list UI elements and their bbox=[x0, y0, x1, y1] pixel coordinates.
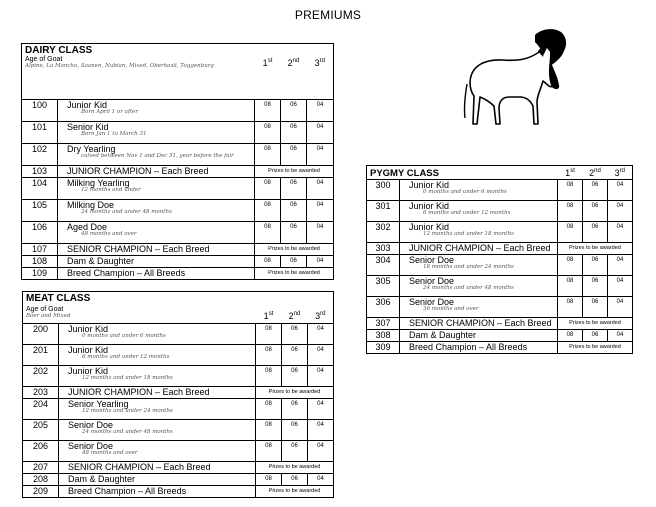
class-name-cell bbox=[59, 474, 256, 486]
place-header-2nd: 2nd bbox=[281, 44, 307, 100]
class-name-cell bbox=[58, 178, 255, 200]
premium-1: 08 bbox=[255, 122, 281, 144]
premium-2: 06 bbox=[281, 122, 307, 144]
premium-2: 06 bbox=[583, 180, 608, 201]
class-name-cell bbox=[58, 268, 255, 280]
premium-1: 08 bbox=[558, 180, 583, 201]
premium-3: 04 bbox=[307, 144, 334, 166]
class-number: 303 bbox=[367, 243, 400, 255]
table-row bbox=[22, 144, 334, 166]
premium-1: 08 bbox=[256, 366, 282, 387]
class-name: Junior Kid bbox=[68, 366, 109, 376]
page-title: PREMIUMS bbox=[294, 8, 362, 22]
class-number: 104 bbox=[22, 178, 58, 200]
dairy-age-label: Age of Goat bbox=[25, 56, 63, 63]
class-name: Milking Yearling bbox=[67, 178, 130, 188]
pygmy-class-title: PYGMY CLASS bbox=[370, 168, 439, 179]
age-requirement: 12 months and under 18 months bbox=[423, 231, 514, 237]
class-number: 300 bbox=[367, 180, 400, 201]
table-row bbox=[23, 324, 334, 345]
class-name-cell bbox=[58, 256, 255, 268]
table-row bbox=[367, 201, 633, 222]
meat-breeds: Boer and Mixed bbox=[26, 313, 71, 319]
table-row bbox=[367, 297, 633, 318]
premium-1: 08 bbox=[255, 100, 281, 122]
meat-class-table bbox=[22, 291, 334, 498]
age-requirement: 12 months and under 24 months bbox=[82, 408, 173, 414]
prizes-note: Prizes to be awarded bbox=[256, 387, 334, 399]
prizes-note: Prizes to be awarded bbox=[256, 462, 334, 474]
table-row bbox=[367, 318, 633, 330]
class-name: Breed Champion – All Breeds bbox=[409, 342, 528, 352]
class-number: 200 bbox=[23, 324, 59, 345]
class-number: 101 bbox=[22, 122, 58, 144]
class-name-cell bbox=[400, 201, 558, 222]
table-row bbox=[22, 256, 334, 268]
table-row bbox=[367, 243, 633, 255]
premium-1: 08 bbox=[256, 399, 282, 420]
premium-1: 08 bbox=[558, 330, 583, 342]
class-number: 203 bbox=[23, 387, 59, 399]
class-number: 206 bbox=[23, 441, 59, 462]
class-name: JUNIOR CHAMPION – Each Breed bbox=[409, 243, 551, 253]
premium-2: 06 bbox=[583, 255, 608, 276]
class-name: Junior Kid bbox=[409, 222, 450, 232]
age-requirement: 0 months and under 6 months bbox=[423, 189, 507, 195]
class-number: 105 bbox=[22, 200, 58, 222]
table-row bbox=[22, 178, 334, 200]
premium-2: 06 bbox=[583, 276, 608, 297]
premium-2: 06 bbox=[282, 324, 308, 345]
class-name: SENIOR CHAMPION – Each Breed bbox=[68, 462, 211, 472]
class-name-cell bbox=[59, 345, 256, 366]
premium-3: 04 bbox=[608, 255, 633, 276]
class-name: Junior Kid bbox=[409, 201, 450, 211]
class-name: JUNIOR CHAMPION – Each Breed bbox=[68, 387, 210, 397]
class-number: 201 bbox=[23, 345, 59, 366]
premium-1: 08 bbox=[255, 144, 281, 166]
premium-3: 04 bbox=[307, 178, 334, 200]
premium-1: 08 bbox=[255, 178, 281, 200]
premium-1: 08 bbox=[255, 256, 281, 268]
table-row bbox=[22, 268, 334, 280]
table-row bbox=[23, 462, 334, 474]
prizes-note: Prizes to be awarded bbox=[558, 342, 633, 354]
premium-3: 04 bbox=[308, 420, 334, 441]
class-name-cell bbox=[59, 486, 256, 498]
meat-class-header bbox=[23, 292, 256, 324]
class-name: Senior Doe bbox=[409, 276, 455, 286]
premium-1: 08 bbox=[558, 297, 583, 318]
class-number: 205 bbox=[23, 420, 59, 441]
class-number: 103 bbox=[22, 166, 58, 178]
table-row bbox=[23, 366, 334, 387]
class-name: Dry Yearling bbox=[67, 144, 116, 154]
class-name-cell bbox=[59, 387, 256, 399]
prizes-note: Prizes to be awarded bbox=[255, 244, 334, 256]
premium-2: 06 bbox=[282, 474, 308, 486]
class-name-cell bbox=[58, 244, 255, 256]
premium-3: 04 bbox=[308, 399, 334, 420]
premium-2: 06 bbox=[282, 399, 308, 420]
class-number: 100 bbox=[22, 100, 58, 122]
age-requirement: 6 months and under 12 months bbox=[423, 210, 511, 216]
age-requirement: 24 months and under 48 months bbox=[81, 209, 172, 215]
table-row bbox=[367, 342, 633, 354]
premium-3: 04 bbox=[608, 297, 633, 318]
class-name-cell bbox=[400, 276, 558, 297]
age-requirement: 6 months and under 12 months bbox=[82, 354, 170, 360]
table-row bbox=[367, 180, 633, 201]
class-name: Dam & Daughter bbox=[409, 330, 477, 340]
class-number: 305 bbox=[367, 276, 400, 297]
table-row bbox=[22, 166, 334, 178]
place-header-1st: 1st bbox=[255, 44, 281, 100]
class-name-cell bbox=[400, 222, 558, 243]
class-name: SENIOR CHAMPION – Each Breed bbox=[409, 318, 552, 328]
premium-2: 06 bbox=[282, 366, 308, 387]
premium-3: 04 bbox=[307, 256, 334, 268]
class-name: Milking Doe bbox=[67, 200, 115, 210]
premium-1: 08 bbox=[256, 324, 282, 345]
class-name: Senior Doe bbox=[68, 441, 114, 451]
class-number: 202 bbox=[23, 366, 59, 387]
class-number: 106 bbox=[22, 222, 58, 244]
premium-1: 08 bbox=[255, 200, 281, 222]
premium-2: 06 bbox=[281, 178, 307, 200]
table-row bbox=[23, 399, 334, 420]
class-name-cell bbox=[58, 100, 255, 122]
class-number: 302 bbox=[367, 222, 400, 243]
dairy-class-table bbox=[21, 43, 334, 280]
class-name-cell bbox=[58, 144, 255, 166]
class-number: 204 bbox=[23, 399, 59, 420]
table-row bbox=[367, 330, 633, 342]
class-name: Senior Kid bbox=[67, 122, 109, 132]
premium-2: 06 bbox=[583, 222, 608, 243]
premium-2: 06 bbox=[282, 420, 308, 441]
age-requirement: 48 months and over bbox=[82, 450, 138, 456]
premium-1: 08 bbox=[558, 255, 583, 276]
class-name: Breed Champion – All Breeds bbox=[67, 268, 186, 278]
class-number: 308 bbox=[367, 330, 400, 342]
place-header-3rd: 3rd bbox=[307, 44, 334, 100]
class-name-cell bbox=[400, 255, 558, 276]
class-number: 107 bbox=[22, 244, 58, 256]
premium-2: 06 bbox=[281, 222, 307, 244]
premium-1: 08 bbox=[558, 276, 583, 297]
class-name-cell bbox=[59, 324, 256, 345]
age-requirement: Born Jan 1 to March 31 bbox=[81, 131, 147, 137]
premium-3: 04 bbox=[608, 222, 633, 243]
class-name-cell bbox=[59, 399, 256, 420]
place-header-3rd: 3rd bbox=[608, 166, 633, 180]
premium-3: 04 bbox=[307, 100, 334, 122]
premium-3: 04 bbox=[307, 200, 334, 222]
class-name-cell bbox=[400, 297, 558, 318]
premium-3: 04 bbox=[608, 201, 633, 222]
premium-1: 08 bbox=[558, 201, 583, 222]
pygmy-class-header bbox=[367, 166, 558, 180]
age-requirement: 18 months and under 24 months bbox=[423, 264, 514, 270]
class-name: Senior Doe bbox=[409, 297, 455, 307]
class-name-cell bbox=[58, 200, 255, 222]
table-row bbox=[23, 345, 334, 366]
age-requirement: 24 months and under 48 months bbox=[82, 429, 173, 435]
premium-2: 06 bbox=[282, 441, 308, 462]
age-requirement: calved between Nov 1 and Dec 31, year before the fair bbox=[81, 153, 234, 159]
class-name: Junior Kid bbox=[68, 324, 109, 334]
class-name: Junior Kid bbox=[67, 100, 108, 110]
meat-age-label: Age of Goat bbox=[26, 306, 64, 313]
table-row bbox=[22, 244, 334, 256]
premium-2: 06 bbox=[281, 200, 307, 222]
premium-3: 04 bbox=[308, 366, 334, 387]
table-row bbox=[22, 122, 334, 144]
age-requirement: 36 months and over bbox=[423, 306, 479, 312]
class-name: Junior Kid bbox=[409, 180, 450, 190]
class-number: 309 bbox=[367, 342, 400, 354]
class-number: 102 bbox=[22, 144, 58, 166]
premium-2: 06 bbox=[583, 297, 608, 318]
premium-3: 04 bbox=[307, 122, 334, 144]
class-name-cell bbox=[59, 366, 256, 387]
dairy-class-header bbox=[22, 44, 255, 100]
table-row bbox=[23, 387, 334, 399]
premium-3: 04 bbox=[608, 330, 633, 342]
class-name-cell bbox=[400, 243, 558, 255]
prizes-note: Prizes to be awarded bbox=[256, 486, 334, 498]
premium-1: 08 bbox=[256, 345, 282, 366]
premium-2: 06 bbox=[281, 256, 307, 268]
pygmy-class-table bbox=[366, 165, 633, 354]
class-name-cell bbox=[59, 441, 256, 462]
premium-2: 06 bbox=[282, 345, 308, 366]
premium-3: 04 bbox=[608, 180, 633, 201]
class-name: Senior Doe bbox=[409, 255, 455, 265]
class-number: 306 bbox=[367, 297, 400, 318]
class-number: 209 bbox=[23, 486, 59, 498]
place-header-2nd: 2nd bbox=[583, 166, 608, 180]
class-name: Dam & Daughter bbox=[68, 474, 136, 484]
class-number: 307 bbox=[367, 318, 400, 330]
goat-icon bbox=[458, 26, 576, 126]
place-header-1st: 1st bbox=[558, 166, 583, 180]
premium-3: 04 bbox=[308, 441, 334, 462]
age-requirement: 0 months and under 6 months bbox=[82, 333, 166, 339]
age-requirement: 12 months and under 18 months bbox=[82, 375, 173, 381]
table-row bbox=[367, 276, 633, 297]
premium-2: 06 bbox=[281, 100, 307, 122]
table-row bbox=[22, 100, 334, 122]
class-name-cell bbox=[58, 166, 255, 178]
class-number: 301 bbox=[367, 201, 400, 222]
class-number: 208 bbox=[23, 474, 59, 486]
premium-3: 04 bbox=[308, 474, 334, 486]
class-name: Aged Doe bbox=[67, 222, 108, 232]
table-row bbox=[367, 255, 633, 276]
class-number: 304 bbox=[367, 255, 400, 276]
age-requirement: 24 months and under 48 months bbox=[423, 285, 514, 291]
table-row bbox=[23, 474, 334, 486]
place-header-3rd: 3rd bbox=[308, 292, 334, 324]
prizes-note: Prizes to be awarded bbox=[255, 166, 334, 178]
class-number: 108 bbox=[22, 256, 58, 268]
premium-3: 04 bbox=[307, 222, 334, 244]
premium-1: 08 bbox=[256, 420, 282, 441]
place-header-1st: 1st bbox=[256, 292, 282, 324]
table-row bbox=[23, 486, 334, 498]
age-requirement: Born April 1 or after bbox=[81, 109, 139, 115]
premium-2: 06 bbox=[281, 144, 307, 166]
prizes-note: Prizes to be awarded bbox=[558, 243, 633, 255]
place-header-2nd: 2nd bbox=[282, 292, 308, 324]
prizes-note: Prizes to be awarded bbox=[558, 318, 633, 330]
class-name: Dam & Daughter bbox=[67, 256, 135, 266]
age-requirement: 12 months and under bbox=[81, 187, 141, 193]
class-name-cell bbox=[58, 222, 255, 244]
class-number: 109 bbox=[22, 268, 58, 280]
premium-1: 08 bbox=[256, 474, 282, 486]
dairy-class-title: DAIRY CLASS bbox=[25, 45, 93, 56]
table-row bbox=[22, 200, 334, 222]
table-row bbox=[22, 222, 334, 244]
class-name-cell bbox=[400, 318, 558, 330]
table-row bbox=[23, 441, 334, 462]
class-name-cell bbox=[400, 180, 558, 201]
premium-3: 04 bbox=[308, 345, 334, 366]
premium-1: 08 bbox=[255, 222, 281, 244]
class-number: 207 bbox=[23, 462, 59, 474]
table-row bbox=[23, 420, 334, 441]
class-name-cell bbox=[400, 342, 558, 354]
class-name: Senior Doe bbox=[68, 420, 114, 430]
premium-2: 06 bbox=[583, 201, 608, 222]
premium-1: 08 bbox=[256, 441, 282, 462]
premium-3: 04 bbox=[308, 324, 334, 345]
class-name: Breed Champion – All Breeds bbox=[68, 486, 187, 496]
premium-1: 08 bbox=[558, 222, 583, 243]
class-name-cell bbox=[59, 420, 256, 441]
class-name-cell bbox=[59, 462, 256, 474]
meat-class-title: MEAT CLASS bbox=[26, 293, 91, 304]
age-requirement: 48 months and over bbox=[81, 231, 137, 237]
class-name: Junior Kid bbox=[68, 345, 109, 355]
prizes-note: Prizes to be awarded bbox=[255, 268, 334, 280]
dairy-breeds: Alpine, La Mancha, Saanen, Nubian, Mixed, Oberhasli, Toggenburg bbox=[25, 63, 214, 69]
class-name: SENIOR CHAMPION – Each Breed bbox=[67, 244, 210, 254]
premium-2: 06 bbox=[583, 330, 608, 342]
premium-3: 04 bbox=[608, 276, 633, 297]
class-name: Senior Yearling bbox=[68, 399, 129, 409]
class-name-cell bbox=[400, 330, 558, 342]
class-name: JUNIOR CHAMPION – Each Breed bbox=[67, 166, 209, 176]
table-row bbox=[367, 222, 633, 243]
class-name-cell bbox=[58, 122, 255, 144]
